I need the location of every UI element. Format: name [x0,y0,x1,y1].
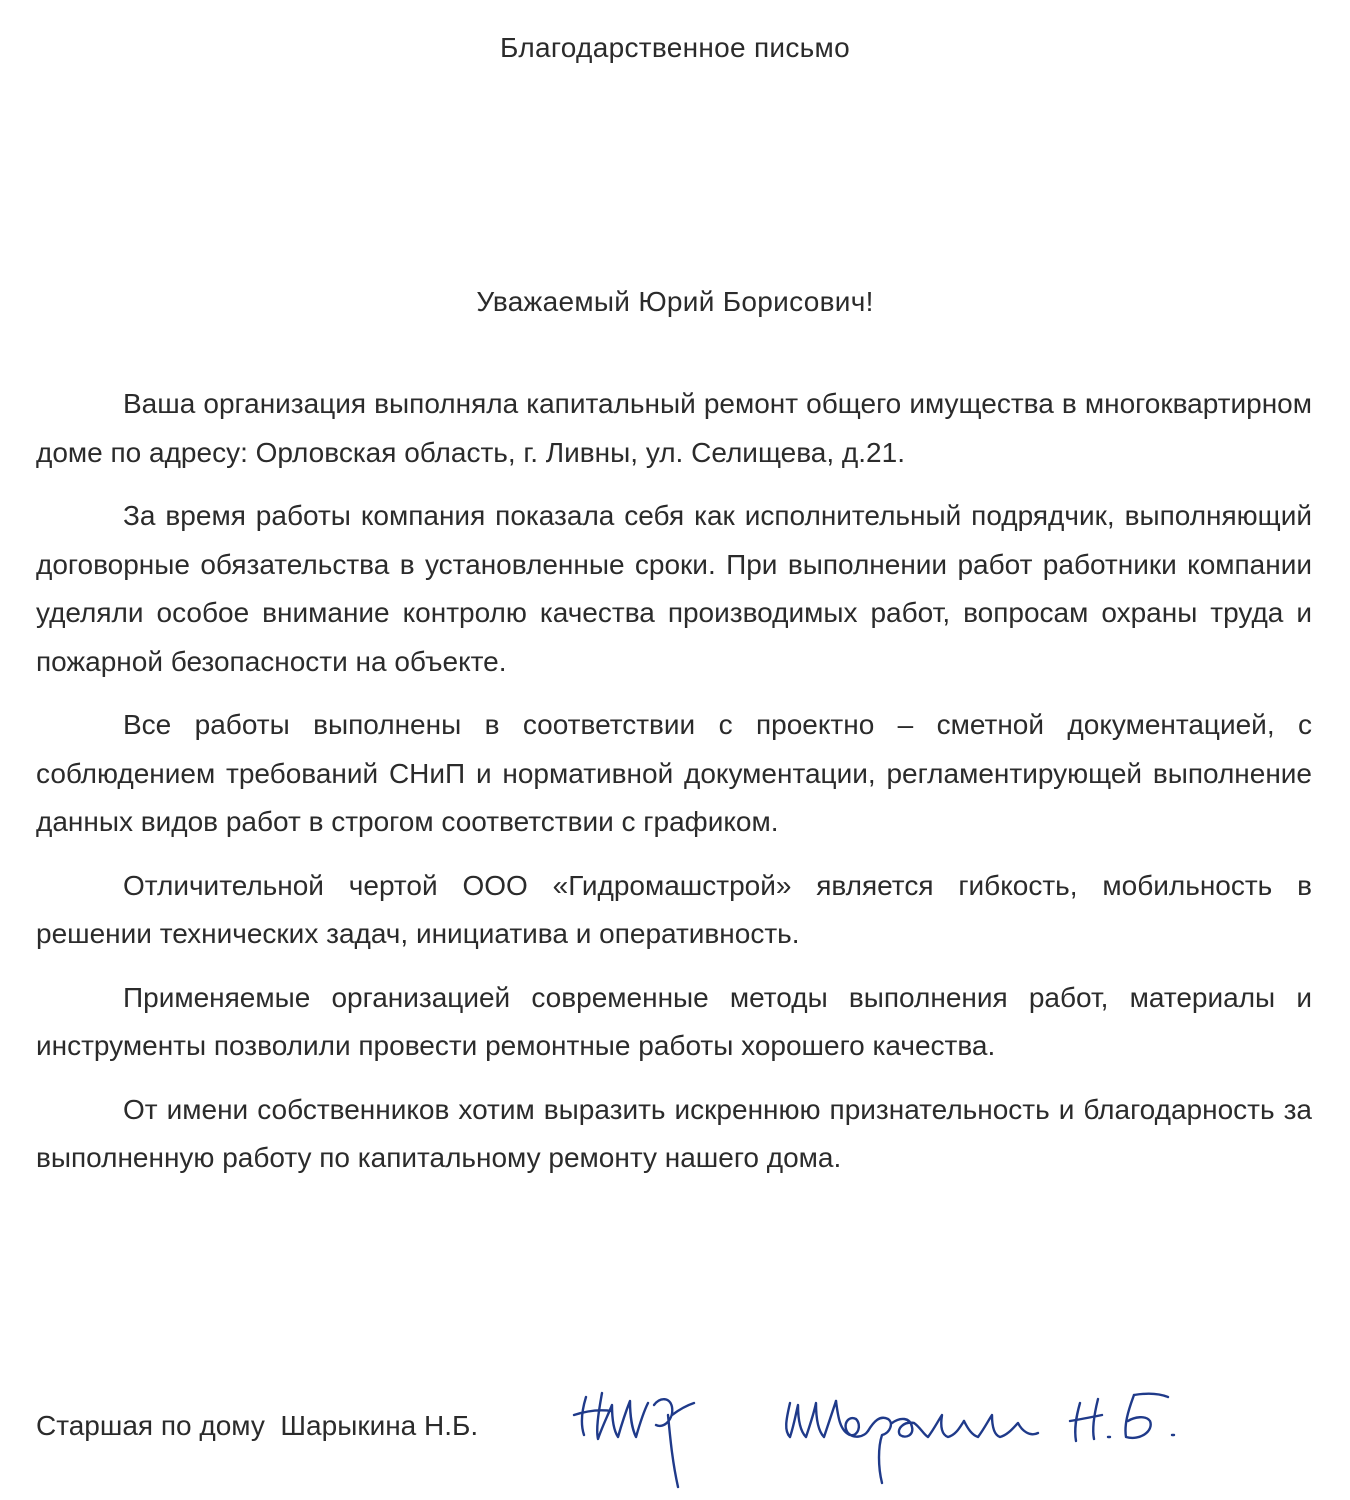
paragraph-contractor-performance: За время работы компания показала себя как исполнительный подрядчик, выполняющий договорные обязательства в установленные сроки. При выполнении работ работники компании уделяли особое внимание контролю качества производимых работ, вопросам охраны труда и пожарной безопасности на объекте. [36,500,1312,677]
handwritten-signature [568,1375,1188,1500]
signature-surname [786,1401,1038,1483]
letter-salutation: Уважаемый Юрий Борисович! [476,286,874,317]
paragraph-distinctive-feature: Отличительной чертой ООО «Гидромашстрой» является гибкость, мобильность в решении технических задач, инициатива и оперативность. [36,869,1312,949]
paragraph-methods-materials: Применяемые организацией современные методы выполнения работ, материалы и инструменты позволили провести ремонтные работы хорошего качества. [36,981,1312,1061]
signature-initials [1070,1394,1174,1441]
letter-body [36,380,1312,1198]
signature-scribble [574,1393,694,1487]
paragraph-gratitude: От имени собственников хотим выразить искреннюю признательность и благодарность за выполненную работу по капитальному ремонту нашего дома. [36,1093,1312,1173]
paragraph-repair-address: Ваша организация выполняла капитальный ремонт общего имущества в многоквартирном доме по адресу: Орловская область, г. Ливны, ул. Селищева, д.21. [36,388,1312,468]
paragraph-compliance: Все работы выполнены в соответствии с проектно – сметной документацией, с соблюдением требований СНиП и нормативной документации, регламентирующей выполнение данных видов работ в строгом соответствии с графиком. [36,709,1312,837]
signatory-line: Старшая по дому Шарыкина Н.Б. [36,1410,479,1441]
letter-title: Благодарственное письмо [500,32,850,63]
